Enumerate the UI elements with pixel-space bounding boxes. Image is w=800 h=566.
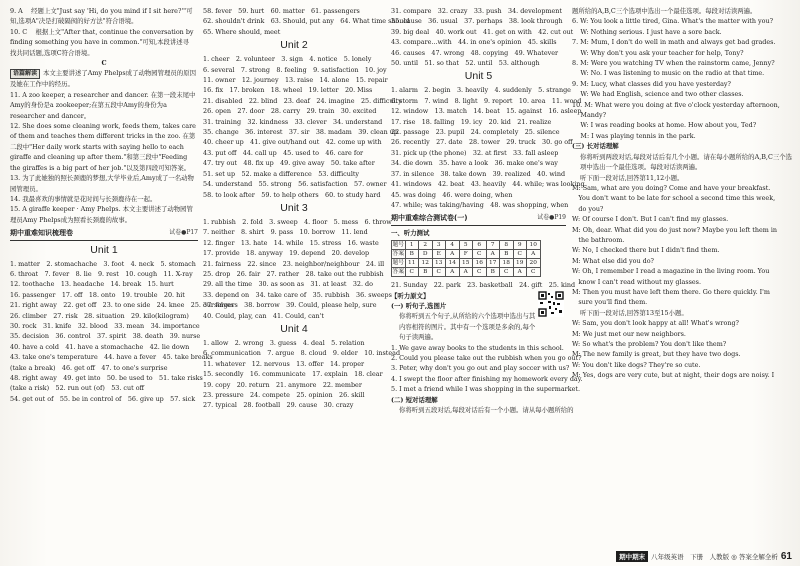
dialogue-line: 9. M: Lucy, what classes did you have yesterday? <box>572 79 731 88</box>
dialogue-line: W: I was reading books at home. How about you, Ted? <box>572 121 757 130</box>
text-line: 找共同话题,选项C符合语境。 <box>10 48 94 57</box>
answer-line: 43. compare...with 44. in one's opinion 45. skills <box>391 38 557 47</box>
unit-1-heading: Unit 1 <box>90 243 118 256</box>
dialogue-line: You don't want to be late for school a second time this week, <box>572 194 776 203</box>
page-footer <box>616 551 792 562</box>
unit-2-answers <box>203 54 402 200</box>
table-cell: A <box>486 250 500 259</box>
answer-line: 22. passage 23. pupil 24. completely 25. silence <box>391 128 560 137</box>
answer-line: 33. depend on 34. take care of 35. rubbish 36. sweeps <box>203 290 392 299</box>
unit-3-heading: Unit 3 <box>280 201 308 214</box>
table-cell: 6 <box>473 241 487 250</box>
answer-line: 12. finger 13. hate 14. while 15. stress 16. waste <box>203 238 379 247</box>
answer-line: 47. try out 48. fix up 49. give away 50. take after <box>203 159 375 168</box>
table-cell: 18 <box>500 259 514 268</box>
dialogue-line: know I can't read without my glasses. <box>572 277 701 286</box>
answer-line: 6. throat 7. fever 8. lie 9. rest 10. cough 11. X-ray <box>10 269 193 278</box>
answer-line: 6. several 7. strong 8. feeling 9. satisfaction 10. joy <box>203 65 387 74</box>
page-number: 61 <box>780 551 792 562</box>
answer-line: 43. put off 44. call up 45. used to 46. care for <box>203 148 364 157</box>
text-line: 9. A 经题上文"Just say 'Hi, do you mind if I sit here?'"可 <box>10 7 193 15</box>
sub-section-1-desc: 你将听到五个句子,从所给的六个选项中选出与其内容相符的图片。其中有一个选项是多余的,每个句子读两遍。 <box>399 312 536 342</box>
sub-section-2: (二) 短对话理解 <box>391 395 438 404</box>
answer-line: 25. drop 26. fair 27. rather 28. take out the rubbish <box>203 269 384 278</box>
answer-line: 6. communication 7. argue 8. cloud 9. elder 10. instead <box>203 349 401 358</box>
dialogue-line: M: Oh, dear. What did you do just now? Maybe you left them in <box>572 225 778 234</box>
answer-line: 17. rise 18. falling 19. icy 20. kid 21. realize <box>391 117 552 126</box>
column-3 <box>391 6 585 415</box>
banner-ref: 试卷●P19 <box>537 214 566 222</box>
answer-line: 54. get out of 55. be in control of 56. give up 57. sick <box>10 394 196 403</box>
table-cell: D <box>419 250 433 259</box>
table-cell: 17 <box>486 259 500 268</box>
table-cell: 1 <box>405 241 419 250</box>
table-cell: 7 <box>486 241 500 250</box>
table-cell: 12 <box>419 259 433 268</box>
answer-line: 1. rubbish 2. fold 3. sweep 4. floor 5. mess 6. throw <box>203 217 392 226</box>
dialogue-line: 8. M: Were you watching TV when the rainstorm came, Jenny? <box>572 59 775 68</box>
answer-line: 43. take one's temperature 44. have a fever 45. take breaks <box>10 353 213 362</box>
answer-line: 23. pressure 24. compete 25. opinion 26. skill <box>203 391 365 399</box>
table-cell: 11 <box>405 259 419 268</box>
table-cell: 10 <box>527 241 541 250</box>
table-cell: 5 <box>459 241 473 250</box>
answer-line: 35. cause 36. usual 37. perhaps 38. look through <box>391 17 563 26</box>
table-cell: C <box>473 250 487 259</box>
column-1 <box>10 6 234 404</box>
table-cell: C <box>500 268 514 277</box>
answer-line: 16. fix 17. broken 18. wheel 19. letter 20. Miss <box>203 86 373 95</box>
table-cell: A <box>527 250 541 259</box>
unit-2-heading: Unit 2 <box>280 39 308 52</box>
answer-line: 54. understand 55. strong 56. satisfaction 57. owner <box>203 180 387 189</box>
qr-code-icon[interactable] <box>538 291 564 317</box>
answer-line: 26. open 27. door 28. carry 29. train 30. excited <box>203 107 377 116</box>
answer-line: 34. die down 35. have a look 36. make one's way <box>391 159 558 168</box>
script-sentence: 4. I swept the floor after finishing my homework every day. <box>391 374 583 383</box>
table-cell: 9 <box>513 241 527 250</box>
answer-line: 21. right away 22. get off 23. to one side 24. knee 25. ourselves <box>10 301 234 310</box>
sub-section-3-instruction-2: 听下面一段对话,回答第13至15小题。 <box>580 308 688 317</box>
dialogue-line: W: Nothing serious. I just have a sore back. <box>572 27 722 36</box>
table-cell: 15 <box>459 259 473 268</box>
dialogue-line: W: We had English, science and two other classes. <box>572 90 744 99</box>
text-line: 知,选项A"决是打破隔阂的好方法"符合语境。 <box>10 17 138 26</box>
banner-title: 期中重难知识梳理卷 <box>10 229 73 238</box>
answer-line: 51. set up 52. make a difference 53. difficulty <box>203 169 360 178</box>
table-cell: C <box>513 250 527 259</box>
table-cell: 3 <box>432 241 446 250</box>
answer-line: 1. allow 2. wrong 3. guess 4. deal 5. relation <box>203 338 365 347</box>
column-4 <box>572 6 794 381</box>
col1-answer-items <box>10 90 198 225</box>
script-sentence: 5. I met a friend while I was shopping in the supermarket. <box>391 385 580 394</box>
answer-line: 30. rock 31. knife 32. blood 33. mean 34. importance <box>10 321 200 330</box>
short-dialogue-lines <box>572 6 794 141</box>
answer-line: 15. secondly 16. communicate 17. explain 18. clear <box>203 370 383 379</box>
listening-script-block <box>391 291 566 312</box>
answer-line: 6. storm 7. wind 8. light 9. report 10. area 11. wood <box>391 96 582 105</box>
sub-section-3-desc: 你将听到两段对话,每段对话后有几个小题。请在每小题所给的A,B,C三个选项中选出一个最佳选项。每段对话读两遍。 <box>580 152 793 172</box>
dialogue-line: W: Oh, I remember I read a magazine in the living room. You <box>572 267 770 276</box>
table-cell: 8 <box>500 241 514 250</box>
col2-intro-lines <box>203 6 410 37</box>
answer-line: 58. to look after 59. to help others 60. to study hard <box>203 190 381 199</box>
answer-item: 12. She does some cleaning work, feeds them, takes care of them and teaches them different tricks in the zoo. 在第二段中"Her daily work starts with saying hello to each giraffe and cleaning up after them."和第三段中"Feeding the giraffes is a big part of her job."以及第四段可知答案。 <box>10 122 196 172</box>
table-cell: C <box>473 268 487 277</box>
sub-section-3: (三) 长对话理解 <box>572 142 619 151</box>
answer-line: 39. big deal 40. work out 41. get on with 42. cut out <box>391 27 574 36</box>
answer-line: 29. all the time 30. as soon as 31. at least 32. do <box>203 280 373 289</box>
table-cell: C <box>527 268 541 277</box>
dialogue-line: W: No, I checked there but I didn't find them. <box>572 246 720 255</box>
part-1-title: 一、听力测试 <box>391 228 430 237</box>
dialogue-line: W: No. I was listening to music on the radio at that time. <box>572 69 765 78</box>
col1-intro-lines <box>10 6 198 58</box>
unit-4-answers <box>203 338 401 411</box>
table-row-header: 题号 <box>392 260 405 267</box>
table-cell: 20 <box>527 259 541 268</box>
footer-tag: 期中期末 <box>616 551 648 562</box>
answer-line: 40. have a cold 41. have a stomachache 42. lie down <box>10 342 190 351</box>
table-cell: A <box>459 268 473 277</box>
answer-line: 35. change 36. interest 37. sir 38. madam 39. clean up <box>203 128 399 137</box>
answer-line: 1. alarm 2. begin 3. heavily 4. suddenly 5. strange <box>391 86 571 95</box>
text-line: finding something you have in common."可知,本段讲述寻 <box>10 38 190 47</box>
dialogue-line: M: The new family is great, but they have two dogs. <box>572 350 741 359</box>
table-cell: B <box>419 268 433 277</box>
answer-line: 7. neither 8. shirt 9. pass 10. borrow 11. lend <box>203 228 368 237</box>
table-cell: 4 <box>446 241 460 250</box>
dialogue-line: M: I was playing tennis in the park. <box>572 131 696 140</box>
table-cell: 19 <box>513 259 527 268</box>
table-cell: 2 <box>419 241 433 250</box>
table-row <box>392 268 541 277</box>
dialogue-line: do you? <box>572 204 604 213</box>
table-cell: 16 <box>473 259 487 268</box>
unit-5-heading: Unit 5 <box>464 70 493 83</box>
table-cell: F <box>459 250 473 259</box>
answer-line: 21. disabled 22. blind 23. deaf 24. imagine 25. difficulty <box>203 96 402 105</box>
table-cell: 14 <box>446 259 460 268</box>
dialogue-line: M: Then you must have left them there. Go there quickly. I'm <box>572 287 770 296</box>
answer-line: 58. fever 59. hurt 60. matter 61. passengers <box>203 7 360 15</box>
table-row-header: 答案 <box>392 251 405 258</box>
answer-item: 13. 为了此她独的照长颈鹿的梦想,大学毕业后,Amy成了一名动物园管理员。 <box>10 174 194 193</box>
unit-5-answers <box>391 85 585 210</box>
text-line: 10. C 根据上文"After that, continue the conversation by <box>10 27 194 36</box>
answer-line: 19. copy 20. return 21. anymore 22. member <box>203 380 362 389</box>
dialogue-line: W: You don't like dogs? They're so cute. <box>572 360 701 369</box>
answer-line: (take a break) 46. get off 47. to one's surprise <box>10 363 168 372</box>
answer-line: 16. passenger 17. off 18. onto 19. trouble 20. hit <box>10 290 185 299</box>
script-title: 【听力原文】 <box>391 291 430 300</box>
answer-line: 26. climber 27. risk 28. situation 29. kilo(kilogram) <box>10 311 189 320</box>
answer-line: 11. whatever 12. nervous 13. offer 14. proper <box>203 359 365 368</box>
unit-1-answers <box>10 259 234 405</box>
table-cell: A <box>446 268 460 277</box>
answer-line-21: 21. Sunday 22. park 23. basketball 24. gift 25. kind <box>391 281 576 290</box>
dialogue-line: sure you'll find them. <box>572 298 648 307</box>
answer-table <box>391 240 541 277</box>
table-cell: A <box>446 250 460 259</box>
answer-line: 12. toothache 13. headache 14. break 15. hurt <box>10 280 174 289</box>
answer-line: 40. Could, play, can 41. Could, can't <box>203 311 324 320</box>
answer-line: 45. was doing 46. were doing, when <box>391 190 513 199</box>
dialogue-line: W: So what's the problem? You don't like them? <box>572 340 727 348</box>
sub-section-1: (一) 听句子,选图片 <box>391 301 447 310</box>
answer-line: 26. recently 27. date 28. tower 29. truck 30. go off <box>391 138 573 147</box>
footer-info: 八年级英语 下册 人教版 ◎ 答案全解全析 <box>651 553 778 561</box>
long-dialogue-1 <box>572 183 794 308</box>
dialogue-line: 7. M: Mum, I don't do well in math and always get bad grades. <box>572 38 776 47</box>
table-cell: 13 <box>432 259 446 268</box>
dialogue-line: W: Why don't you ask your teacher for help, Tony? <box>572 48 744 57</box>
table-cell: B <box>500 250 514 259</box>
dialogue-line: the bathroom. <box>572 235 625 244</box>
dialogue-line: W: Of course I don't. But I can't find my glasses. <box>572 215 729 224</box>
answer-line: 47. while; was taking/having 48. was shopping, when <box>391 200 569 209</box>
analysis-paragraph <box>10 68 198 89</box>
answer-line: 50. until 51. so that 52. until 53. although <box>391 59 540 68</box>
dialogue-line: M: What else did you do? <box>572 256 654 265</box>
table-row-header: 题号 <box>392 242 405 249</box>
answer-line: 12. window 13. match 14. beat 15. against 16. asleep <box>391 107 582 116</box>
dialogue-line: W: Sam, you don't look happy at all! What's wrong? <box>572 319 739 328</box>
answer-line: 37. fingers 38. borrow 39. Could, please help, sure <box>203 301 377 310</box>
script-sentence: 3. Peter, why don't you go out and play soccer with us? <box>391 364 570 373</box>
banner-ref: 试卷●P17 <box>169 229 198 237</box>
script-sentence: 2. Could you please take out the rubbish when you go out? <box>391 353 582 362</box>
answer-line: 31. pick up (the phone) 32. at first 33. fall asleep <box>391 148 559 157</box>
table-row <box>392 241 541 250</box>
table-cell: C <box>405 268 419 277</box>
answer-line: 40. cheer up 41. give out/hand out 42. come up with <box>203 138 382 147</box>
answer-line: 37. in silence 38. take down 39. realized 40. wind <box>391 169 566 178</box>
answer-line: 65. Where should, meet <box>203 27 281 36</box>
table-cell: C <box>432 268 446 277</box>
answer-line: 21. fairness 22. since 23. neighbor/neighbour 24. ill <box>203 259 385 268</box>
answer-line: 1. cheer 2. volunteer 3. sign 4. notice 5. lonely <box>203 55 372 64</box>
unit-4-heading: Unit 4 <box>280 322 308 335</box>
answer-line: 48. right away 49. get into 50. be used to 51. take risks <box>10 374 203 382</box>
table-cell: B <box>405 250 419 259</box>
script-sentence: 1. We gave away books to the students in this school. <box>391 343 564 352</box>
answer-item: 15. A giraffe keeper · Amy Phelps. 本文主要讲述了动物园管理员Amy Phelps成为照看长颈鹿的故事。 <box>10 205 193 224</box>
answer-line: 62. shouldn't drink 63. Should, put any 64. What time should <box>203 17 410 26</box>
dialogue-line: M: Sam, what are you doing? Come and have your breakfast. <box>572 183 771 192</box>
sub-section-2-desc: 你将听到五段对话,每段对话后有一个小题。请从每小题所给的 <box>399 406 574 414</box>
answer-line: 41. windows 42. beat 43. heavily 44. while; was looking <box>391 180 585 189</box>
analysis-text: 本文主要讲述了Amy Phelps成了动物园管理员的原因及她在工作中的经历。 <box>10 69 196 89</box>
dialogue-line: Mandy? <box>572 111 607 120</box>
long-dialogue-2 <box>572 318 794 380</box>
dialogue-line: M: We just met our new neighbors. <box>572 329 686 338</box>
answer-line: 31. compare 32. crazy 33. push 34. development <box>391 7 562 15</box>
dialogue-line: M: Yes, dogs are very cute, but at night, their dogs are noisy. I <box>572 371 775 380</box>
dialogue-line: 题所给的A,B,C三个选项中选出一个最佳选项。每段对话读两遍。 <box>572 7 757 15</box>
answer-line: 35. decision 36. control 37. spirit 38. death 39. nurse <box>10 332 201 341</box>
answer-line: 11. owner 12. journey 13. raise 14. alone 15. repair <box>203 76 388 85</box>
col3-intro-lines <box>391 6 574 68</box>
table-cell: B <box>486 268 500 277</box>
banner-title: 期中重难综合测试卷(一) <box>391 214 468 223</box>
table-cell: E <box>432 250 446 259</box>
analysis-label: 语篇解读 <box>10 69 40 79</box>
section-banner-test <box>391 213 566 225</box>
unit-3-answers <box>203 217 392 321</box>
section-banner-review <box>10 228 198 240</box>
dialogue-line: 6. W: You look a little tired, Gina. What's the matter with you? <box>572 17 774 26</box>
table-cell: A <box>513 268 527 277</box>
table-row-header: 答案 <box>392 269 405 276</box>
answer-item: 11. A zoo keeper, a researcher and dancer. 在第一段末尾中Amy的身份是a zookeeper;在第五段中Amy的身份为a researcher and dancer。 <box>10 90 196 120</box>
sub-section-3-instruction: 听下面一段对话,回答第11,12小题。 <box>580 173 684 182</box>
table-row <box>392 259 541 268</box>
answer-line: (take a risk) 52. run out (of) 53. cut off <box>10 384 145 393</box>
answer-item: 14. 我最喜欢的事情就是花时间与长颈鹿待在一起。 <box>10 194 157 203</box>
section-letter: C <box>101 59 107 68</box>
answer-line: 1. matter 2. stomachache 3. foot 4. neck 5. stomach <box>10 259 196 268</box>
answer-line: 46. causes 47. wrong 48. copying 49. Whatever <box>391 48 559 57</box>
dialogue-line: 10. M: What were you doing at five o'clock yesterday afternoon, <box>572 100 780 109</box>
table-row <box>392 250 541 259</box>
answer-line: 27. typical 28. football 29. cause 30. crazy <box>203 401 354 410</box>
answer-line: 17. provide 18. anyway 19. depend 20. develop <box>203 249 370 258</box>
answer-line: 31. training 32. kindness 33. clever 34. understand <box>203 117 383 126</box>
